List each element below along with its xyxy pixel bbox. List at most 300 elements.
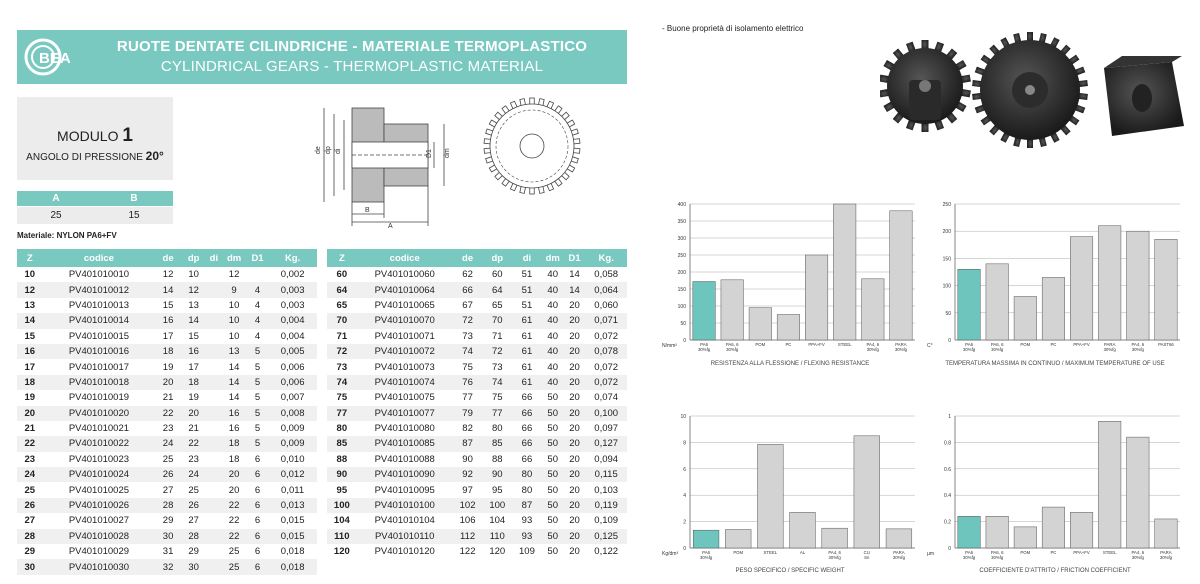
table-cell: 0,078	[585, 344, 627, 359]
table-cell: 40	[542, 375, 564, 390]
table-cell: 6	[254, 484, 261, 496]
table-cell: 0,013	[268, 498, 317, 513]
table-cell: 24	[181, 467, 207, 482]
table-cell: 77	[482, 406, 512, 421]
table-cell: PV401010029	[68, 546, 130, 558]
table-cell: 67	[462, 299, 473, 311]
table-cell: 0,109	[594, 515, 619, 527]
table-cell: 82	[462, 423, 473, 435]
table-cell: 28	[17, 529, 43, 544]
bar	[1098, 226, 1121, 340]
gear-photos	[880, 18, 1190, 163]
table-row	[327, 375, 627, 390]
table-row	[327, 452, 627, 467]
table-cell: 110	[327, 529, 357, 544]
x-tick-label: 30%fg	[894, 347, 908, 352]
table-cell: 19	[24, 392, 36, 404]
table-row	[17, 344, 317, 359]
table-cell: 40	[547, 330, 558, 342]
table-cell: 0,119	[585, 498, 627, 513]
table-cell: 25	[228, 546, 240, 558]
y-tick-label: 0.8	[944, 440, 951, 447]
bar	[1014, 527, 1037, 548]
table-cell: PV401010090	[357, 467, 453, 482]
bar	[986, 516, 1009, 548]
table-cell: 61	[521, 330, 533, 342]
table-cell: PV401010026	[43, 498, 156, 513]
table-cell: 26	[17, 498, 43, 513]
table-cell: 95	[336, 484, 348, 496]
table-cell: 20	[181, 406, 207, 421]
bar	[693, 530, 719, 548]
table-cell: 20	[569, 330, 580, 342]
table-cell: 40	[542, 282, 564, 297]
table-cell: 0,006	[268, 375, 317, 390]
table-cell: PV401010018	[43, 375, 156, 390]
bar	[822, 528, 848, 548]
chart-specific-weight	[660, 412, 920, 582]
table-cell: PV401010100	[357, 498, 453, 513]
x-tick-label: PPA+FV	[808, 342, 825, 347]
table-cell: 0,009	[268, 436, 317, 451]
table-row	[17, 298, 317, 313]
column-header: di	[206, 249, 221, 267]
table-row	[327, 513, 627, 528]
table-row	[17, 421, 317, 436]
table-cell: 6	[247, 498, 268, 513]
table-cell: 0,127	[585, 436, 627, 451]
x-tick-label: 30%fg	[991, 347, 1004, 352]
table-cell: 9	[221, 282, 247, 297]
table-cell: 20	[569, 546, 580, 558]
chart-friction-coefficient	[925, 412, 1185, 582]
table-cell: 20	[569, 423, 580, 435]
table-cell: 28	[155, 498, 181, 513]
table-cell: 62	[462, 269, 473, 281]
table-cell: PV401010022	[43, 436, 156, 451]
table-row	[17, 513, 317, 528]
table-cell: 23	[162, 423, 174, 435]
x-tick-label: PARA	[1103, 342, 1116, 347]
x-tick-label: PA6, 6	[725, 342, 739, 347]
table-row	[327, 344, 627, 359]
table-cell: 106	[459, 515, 476, 527]
table-cell: PV401010019	[68, 392, 130, 404]
table-cell: 22	[17, 436, 43, 451]
table-cell: 4	[247, 282, 268, 297]
y-tick-label: 250	[677, 253, 686, 259]
table-cell: 6	[254, 453, 261, 465]
table-cell: 23	[24, 453, 36, 465]
table-row	[17, 313, 317, 328]
x-tick-label: POM	[733, 550, 744, 555]
table-cell: 20	[155, 375, 181, 390]
table-cell: 66	[512, 436, 542, 451]
table-row	[17, 467, 317, 482]
x-tick-label: 30%fg	[1159, 555, 1173, 560]
table-cell	[206, 421, 221, 436]
table-cell: 18	[17, 375, 43, 390]
x-tick-label: 30%fg	[699, 555, 713, 560]
bar	[1155, 239, 1178, 340]
x-tick-label: PAST66	[1158, 342, 1174, 347]
table-cell: 51	[521, 299, 533, 311]
table-cell: 109	[519, 546, 535, 558]
y-tick-label: 150	[942, 256, 951, 263]
table-row	[327, 406, 627, 421]
table-cell: 22	[228, 515, 240, 527]
x-tick-label: PARA	[1160, 550, 1172, 555]
bar	[890, 211, 913, 340]
y-tick-label: 0	[683, 338, 686, 344]
table-cell: 50	[547, 484, 558, 496]
gear-table-left	[17, 249, 317, 575]
pressure-angle: ANGOLO DI PRESSIONE 20°	[26, 149, 164, 163]
table-cell: 14	[221, 375, 247, 390]
table-cell: 10	[24, 269, 36, 281]
table-cell: 88	[336, 453, 348, 465]
y-tick-label: 0	[948, 338, 951, 344]
bevel-gear-image	[1104, 56, 1184, 136]
table-cell: 17	[24, 361, 36, 373]
y-tick-label: 0	[948, 546, 951, 552]
table-cell: PV401010065	[374, 299, 435, 311]
y-tick-label: 200	[677, 270, 686, 276]
table-cell: 24	[17, 467, 43, 482]
table-cell: 13	[188, 299, 199, 311]
table-cell: PV401010070	[357, 313, 453, 328]
chart-flexing-resistance	[660, 200, 920, 375]
table-cell: 0,103	[594, 484, 619, 496]
table-cell: 30	[155, 529, 181, 544]
table-cell: 50	[547, 546, 558, 558]
table-cell	[206, 513, 221, 528]
a-label: A	[52, 193, 60, 204]
table-cell: PV401010016	[43, 344, 156, 359]
table-cell: 16	[228, 423, 240, 435]
unit-label: Kg/dm³	[662, 551, 679, 557]
spur-gear-image	[972, 32, 1088, 148]
y-tick-label: 50	[945, 310, 951, 317]
table-cell: 65	[336, 299, 348, 311]
table-cell: 72	[482, 344, 512, 359]
table-cell	[206, 452, 221, 467]
table-cell: 19	[188, 392, 199, 404]
table-cell: 14	[228, 392, 240, 404]
material-label: Materiale: NYLON PA6+FV	[17, 231, 117, 240]
table-cell: 66	[453, 282, 483, 297]
table-cell: 0,003	[280, 299, 305, 311]
table-cell: 5	[247, 344, 268, 359]
table-cell: 20	[564, 313, 586, 328]
table-cell: PV401010012	[43, 282, 156, 297]
table-cell: 87	[512, 498, 542, 513]
table-cell: 50	[547, 392, 558, 404]
table-cell: 0,072	[594, 330, 619, 342]
bar	[1042, 277, 1065, 340]
x-tick-label: STEEL	[1102, 550, 1117, 555]
table-cell: 16	[17, 344, 43, 359]
table-cell: 61	[512, 375, 542, 390]
table-row	[17, 482, 317, 497]
table-cell: 66	[512, 406, 542, 421]
table-cell: 24	[155, 436, 181, 451]
bar	[1014, 296, 1037, 340]
table-cell	[206, 267, 221, 282]
table-cell: 20	[569, 515, 580, 527]
y-tick-label: 200	[942, 229, 951, 236]
table-cell	[206, 298, 221, 313]
table-cell: 40	[547, 361, 558, 373]
table-cell: PV401010104	[374, 515, 435, 527]
table-cell: PV401010095	[374, 484, 435, 496]
b-dim-label: B	[365, 207, 370, 214]
bar	[958, 516, 981, 548]
table-cell: 27	[162, 484, 174, 496]
table-cell: 31	[162, 546, 174, 558]
table-cell	[206, 375, 221, 390]
x-tick-label: PPA+FV	[1073, 550, 1090, 555]
bar	[721, 280, 744, 340]
table-cell: 75	[462, 361, 473, 373]
table-cell: 0,125	[585, 529, 627, 544]
x-tick-label: 30%fg	[866, 347, 879, 352]
table-cell: 72	[327, 344, 357, 359]
x-tick-label: STEEL	[837, 342, 852, 347]
table-cell: 29	[188, 546, 199, 558]
table-cell: 14	[181, 313, 207, 328]
table-cell: 16	[181, 344, 207, 359]
table-cell: 50	[542, 498, 564, 513]
y-tick-label: 350	[677, 219, 686, 225]
table-cell: 14	[155, 282, 181, 297]
spur-gear-with-hub-image	[880, 40, 971, 132]
column-header: dm	[542, 249, 564, 267]
table-cell: 0,058	[594, 269, 619, 281]
title-english: CYLINDRICAL GEARS - THERMOPLASTIC MATERIAL	[160, 58, 544, 75]
table-cell: 0,009	[280, 423, 305, 435]
table-cell	[206, 329, 221, 344]
column-header: de	[453, 249, 483, 267]
table-cell: 50	[542, 529, 564, 544]
table-cell: 61	[512, 344, 542, 359]
table-cell: PV401010017	[68, 361, 130, 373]
table-cell: 64	[482, 282, 512, 297]
table-row	[327, 498, 627, 513]
table-cell: 66	[521, 392, 533, 404]
y-tick-label: 250	[942, 202, 951, 208]
x-tick-label: PA6	[702, 550, 710, 555]
table-cell: 17	[162, 330, 174, 342]
table-cell: 15	[24, 330, 36, 342]
x-tick-label: PA6, 6	[990, 550, 1004, 555]
table-cell: PV401010085	[357, 436, 453, 451]
y-tick-label: 0	[683, 546, 686, 552]
table-cell: 6	[247, 529, 268, 544]
module-label: MODULO 1	[57, 125, 133, 146]
x-tick-label: 30%fg	[991, 555, 1004, 560]
x-tick-label: 30%fg	[726, 347, 739, 352]
table-cell: PV401010013	[68, 299, 130, 311]
table-cell: 20	[564, 344, 586, 359]
table-cell: 0,015	[280, 515, 305, 527]
table-cell: 0,018	[280, 546, 305, 558]
table-cell	[206, 436, 221, 451]
table-cell: 76	[453, 375, 483, 390]
table-cell: 12	[17, 282, 43, 297]
table-cell: 5	[254, 423, 261, 435]
table-cell: 0,015	[268, 529, 317, 544]
table-cell: 10	[221, 313, 247, 328]
table-row	[17, 529, 317, 544]
bar	[1098, 421, 1121, 548]
svg-text:BEA: BEA	[39, 50, 71, 67]
table-cell: 22	[155, 406, 181, 421]
a-dim-label: A	[388, 223, 393, 228]
column-header: dp	[181, 249, 207, 267]
y-tick-label: 100	[677, 304, 686, 310]
catalog-header	[17, 30, 627, 84]
module-box	[17, 97, 173, 180]
table-row	[327, 467, 627, 482]
table-cell: 25	[221, 559, 247, 574]
bar	[693, 282, 716, 340]
table-cell: 122	[459, 546, 476, 558]
table-cell: 21	[162, 392, 174, 404]
table-cell: 104	[333, 515, 350, 527]
table-cell: 80	[512, 467, 542, 482]
table-row	[17, 498, 317, 513]
unit-label: μm	[927, 551, 935, 557]
table-cell: 30	[181, 559, 207, 574]
y-tick-label: 4	[683, 493, 686, 500]
table-cell	[206, 344, 221, 359]
table-row	[327, 313, 627, 328]
dm-label: dm	[444, 148, 451, 158]
table-cell: 0,011	[281, 484, 305, 496]
x-tick-label: 30%fg	[1131, 347, 1144, 352]
table-cell: 5	[254, 361, 261, 373]
ab-values	[17, 207, 173, 224]
table-row	[327, 544, 627, 559]
table-cell: 85	[482, 436, 512, 451]
bar	[758, 444, 784, 548]
table-cell: 20	[564, 529, 586, 544]
gear-table-right	[327, 249, 627, 559]
table-cell: PV401010021	[68, 423, 130, 435]
column-header: dm	[221, 249, 247, 267]
table-row	[17, 436, 317, 451]
table-cell: 23	[188, 453, 199, 465]
table-cell: PV401010023	[68, 453, 130, 465]
table-cell: 29	[24, 546, 36, 558]
table-cell: 0,115	[585, 467, 627, 482]
table-cell: 73	[336, 361, 348, 373]
table-cell: 14	[17, 313, 43, 328]
table-cell: 5	[247, 436, 268, 451]
table-cell	[247, 267, 268, 282]
x-tick-label: PA4, 6	[866, 342, 880, 347]
table-cell: PV401010110	[357, 529, 453, 544]
table-cell: 50	[547, 515, 558, 527]
table-cell: 72	[453, 313, 483, 328]
x-tick-label: PC	[1050, 342, 1057, 347]
table-cell: PV401010071	[374, 330, 435, 342]
table-cell	[206, 529, 221, 544]
table-cell: 20	[569, 392, 580, 404]
table-cell: PV401010075	[374, 392, 435, 404]
column-header: Kg.	[268, 249, 317, 267]
table-cell: 20	[564, 498, 586, 513]
chart-title: TEMPERATURA MASSIMA IN CONTINUO / MAXIMUM TEMPERATURE OF USE	[945, 361, 1165, 367]
table-cell: 0,064	[585, 282, 627, 297]
table-row	[17, 390, 317, 405]
table-cell: 110	[482, 529, 512, 544]
bar	[805, 255, 828, 340]
table-cell: 20	[569, 361, 580, 373]
table-cell: 19	[162, 361, 174, 373]
x-tick-label: 30%fg	[828, 555, 841, 560]
chart-max-temperature	[925, 200, 1185, 375]
table-cell: 27	[24, 515, 36, 527]
table-cell: PV401010014	[43, 313, 156, 328]
table-cell: 100	[482, 498, 512, 513]
table-cell: 0,097	[594, 423, 619, 435]
table-cell: 50	[547, 453, 558, 465]
table-cell: 112	[453, 529, 483, 544]
y-tick-label: 300	[677, 236, 686, 242]
table-cell: PV401010025	[68, 484, 130, 496]
x-tick-label: 30%fg	[892, 555, 906, 560]
bar	[749, 308, 772, 340]
table-cell: 74	[327, 375, 357, 390]
table-cell: 20	[569, 484, 580, 496]
table-cell: 73	[491, 361, 503, 373]
table-cell: 77	[462, 392, 473, 404]
x-tick-label: 30%fg	[962, 347, 976, 352]
table-cell	[206, 406, 221, 421]
table-cell: 75	[491, 392, 503, 404]
table-cell: PV401010020	[43, 406, 156, 421]
table-cell: 0,122	[594, 546, 619, 558]
table-row	[327, 298, 627, 313]
table-cell: 12	[162, 269, 174, 281]
table-cell: 20	[564, 406, 586, 421]
table-row	[17, 359, 317, 374]
table-cell: PV401010030	[43, 559, 156, 574]
table-row	[17, 375, 317, 390]
table-row	[17, 559, 317, 574]
table-cell: 120	[333, 546, 350, 558]
table-cell: 90	[462, 453, 473, 465]
table-cell: 29	[162, 515, 174, 527]
table-cell: 74	[482, 375, 512, 390]
table-cell: 0,072	[594, 361, 619, 373]
table-cell: 20	[569, 299, 580, 311]
bar	[986, 264, 1009, 340]
table-cell: 50	[542, 406, 564, 421]
table-cell: 26	[155, 467, 181, 482]
de-label: de	[315, 146, 322, 154]
table-cell: 90	[327, 467, 357, 482]
table-cell: PV401010077	[357, 406, 453, 421]
gear-technical-drawing	[312, 94, 592, 228]
table-cell: 10	[228, 299, 240, 311]
x-tick-label: AL	[799, 550, 806, 555]
b-label: B	[130, 193, 138, 204]
table-row	[327, 359, 627, 374]
table-cell: 22	[221, 529, 247, 544]
